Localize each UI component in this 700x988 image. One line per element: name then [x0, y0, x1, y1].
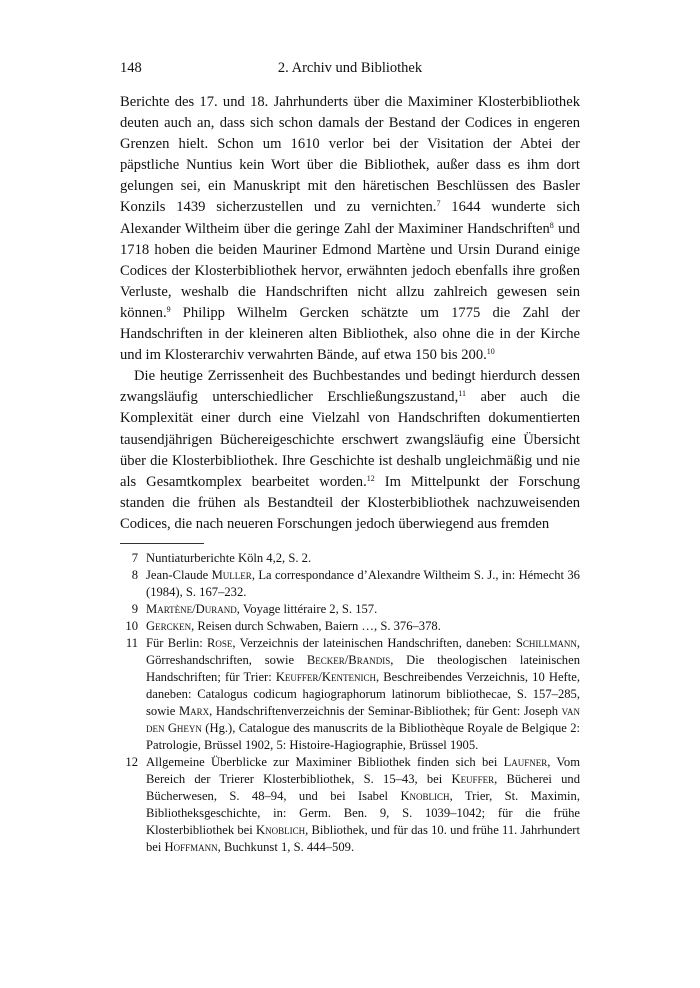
- author-name: Laufner: [503, 754, 548, 769]
- footnote-8: [120, 567, 580, 601]
- footnote-text: [146, 635, 580, 754]
- text-run: , Vom Bereich der Trierer Klosterbibliothek, S. 15–43, bei: [146, 754, 580, 786]
- author-name: Marx: [178, 703, 210, 718]
- author-name: Martène/Durand: [146, 601, 237, 616]
- author-name: Gercken: [146, 618, 192, 633]
- footnote-11: [120, 635, 580, 754]
- footnote-number: 9: [131, 601, 138, 616]
- author-name: Knoblich: [256, 822, 306, 837]
- footnote-divider: [120, 543, 204, 544]
- text-run: , Handschriftenverzeichnis der Seminar-Bibliothek; für Gent: Joseph: [209, 703, 562, 718]
- footnote-7: [120, 550, 580, 567]
- text-run: (Hg.), Catalogue des manuscrits de la Bibliothèque Royale de Belgique 2: Patrologie, Brüssel 1902, 5: Histoire-Hagiographie, Brüssel 1905.: [146, 720, 580, 752]
- text-run: Allgemeine Überblicke zur Maximiner Bibliothek finden sich bei: [146, 754, 504, 769]
- footnote-text: [146, 601, 580, 618]
- author-name: Keuffer/Kentenich: [275, 669, 377, 684]
- author-name: Rose: [207, 635, 233, 650]
- footnote-12: [120, 754, 580, 856]
- text-run: , Verzeichnis der lateinischen Handschriften, daneben:: [232, 635, 516, 650]
- text-run: , Beschreibendes Verzeichnis, 10 Hefte, daneben: Catalogus codicum hagiographorum latinorum bibliothecae, S. 157–285, sowie: [146, 669, 580, 718]
- text-run: , Buchkunst 1, S. 444–509.: [217, 839, 355, 854]
- page-number: 148: [120, 60, 142, 76]
- paragraph-1: [120, 92, 580, 366]
- author-name: Schillmann: [515, 635, 577, 650]
- text-run: , Trier, St. Maximin, Bibliotheksgeschichte, in: Germ. Ben. 9, S. 1039–1042; für die frühe Klosterbibliothek bei: [146, 788, 580, 837]
- footnotes: [120, 550, 580, 856]
- footnote-ref-8: 8: [549, 220, 554, 230]
- text-run: , Bibliothek, und für das 10. und frühe 11. Jahrhundert bei: [146, 822, 580, 854]
- footnote-text: [146, 618, 580, 635]
- page-header: [120, 60, 580, 82]
- text-run: Die heutige Zerrissenheit des Buchbestandes und bedingt hierdurch dessen zwangsläufig unterschiedlicher Erschließungszustand,: [120, 368, 580, 406]
- footnote-ref-9: 9: [166, 304, 171, 314]
- text-run: Für Berlin:: [146, 635, 207, 650]
- author-name: Keuffer: [451, 771, 495, 786]
- footnote-text: [146, 550, 580, 567]
- footnote-9: [120, 601, 580, 618]
- author-name: Becker/Brandis: [306, 652, 391, 667]
- text-run: , La correspondance d’Alexandre Wiltheim S. J., in: Hémecht 36 (1984), S. 167–232.: [146, 567, 580, 599]
- text-run: Nuntiaturberichte Köln 4,2, S. 2.: [146, 550, 312, 565]
- text-run: Philipp Wilhelm Gercken schätzte um 1775 die Zahl der Handschriften in der kleineren alten Bibliothek, also ohne die in der Kirche und im Klosterarchiv verwahrten Bände, auf etwa 150 bis 200.: [120, 304, 580, 364]
- text-run: , Die theologischen lateinischen Handschriften; für Trier:: [146, 652, 580, 684]
- footnote-number: 8: [131, 567, 138, 582]
- book-page: [120, 60, 580, 856]
- text-run: , Voyage littéraire 2, S. 157.: [236, 601, 378, 616]
- paragraph-2: [120, 366, 580, 535]
- footnote-ref-11: 11: [458, 389, 466, 399]
- author-name: Hoffmann: [164, 839, 218, 854]
- text-run: aber auch die Komplexität einer durch eine Vielzahl von Handschriften dokumentierten tausendjährigen Büchereigeschichte erschwert zwangsläufig eine Übersicht über die Klosterbibliothek. Ihre Geschichte ist deshalb ungleichmäßig und nie als Gesamtkomplex bearbeitet worden.: [120, 389, 580, 490]
- footnote-number: 10: [125, 618, 138, 633]
- footnote-ref-10: 10: [486, 347, 495, 357]
- text-run: Im Mittelpunkt der Forschung standen die frühen als Bestandteil der Klosterbibliothek nachzuweisenden Codices, die nach neueren Forschungen jedoch überwiegend aus fremden: [120, 473, 580, 532]
- footnote-ref-7: 7: [436, 199, 441, 209]
- footnote-10: [120, 618, 580, 635]
- text-run: , Reisen durch Schwaben, Baiern …, S. 376–378.: [191, 618, 441, 633]
- text-run: 1644 wunderte sich Alexander Wiltheim über die geringe Zahl der Maximiner Handschriften: [120, 199, 580, 237]
- footnote-number: 11: [125, 635, 138, 650]
- author-name: Muller: [211, 567, 252, 582]
- author-name: van den Gheyn: [146, 703, 580, 735]
- text-run: , Görreshandschriften, sowie: [146, 635, 580, 667]
- running-head: 2. Archiv und Bibliothek: [277, 60, 423, 76]
- body-text: [120, 92, 580, 535]
- text-run: und 1718 hoben die beiden Mauriner Edmond Martène und Ursin Durand einige Codices der Klosterbibliothek hervor, erwähnten jedoch ebenfalls ihre großen Verluste, weshalb die Handschriften nicht allzu zahlreich gewesen sein können.: [120, 220, 580, 321]
- text-run: Jean-Claude: [146, 567, 212, 582]
- text-run: , Bücherei und Bücherwesen, S. 48–94, und bei Isabel: [146, 771, 580, 803]
- footnote-number: 7: [131, 550, 138, 565]
- author-name: Knoblich: [400, 788, 450, 803]
- footnote-number: 12: [125, 754, 138, 769]
- footnote-text: [146, 754, 580, 856]
- footnote-ref-12: 12: [366, 473, 375, 483]
- footnote-text: [146, 567, 580, 601]
- text-run: Berichte des 17. und 18. Jahrhunderts über die Maximiner Klosterbibliothek deuten auch an, dass sich schon damals der Bestand der Codices in engeren Grenzen hielt. Schon um 1610 verlor bei der Visitation der Abtei der päpstliche Nuntius kein Wort über die Bibliothek, außer dass es ihm dort gelungen sei, ein Manuskript mit den häretischen Beschlüssen des Basler Konzils 1439 sicherzustellen und zu vernichten.: [120, 94, 580, 216]
